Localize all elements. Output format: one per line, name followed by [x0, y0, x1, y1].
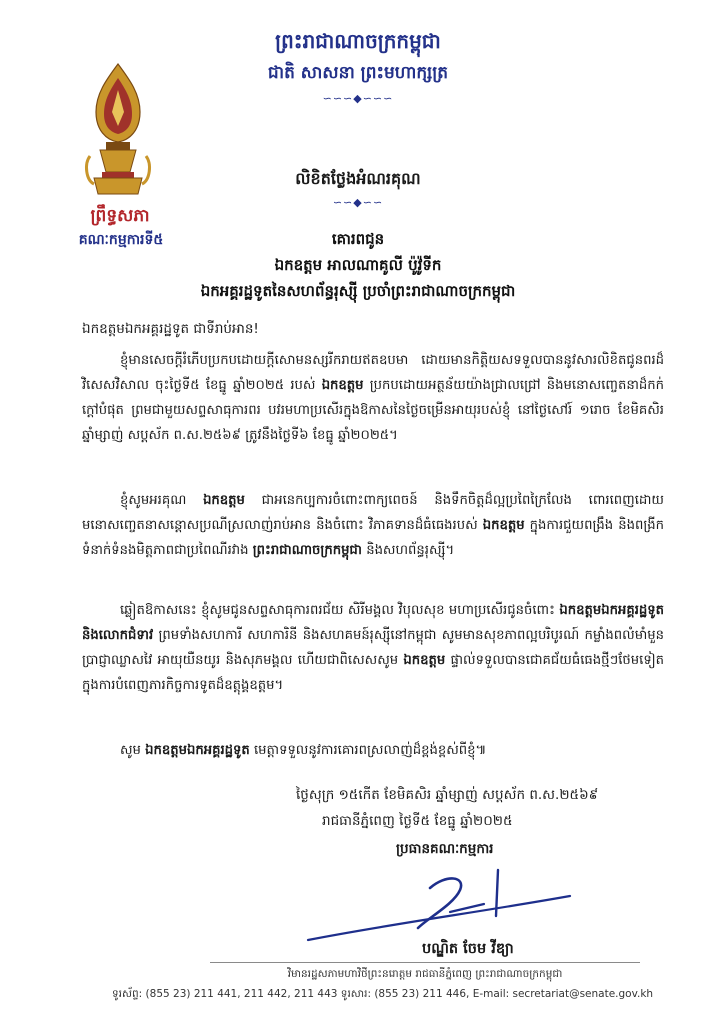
p2-honorific-2: ឯកឧត្តម	[482, 518, 525, 533]
p2-honorific-1: ឯកឧត្តម	[203, 493, 245, 508]
p3-text-e: ផ្ទាល់ទទួលបានជោគជ័យធំធេងថ្មីៗថែមទៀត ក្នុងការបំពេញភារកិច្ចការទូតដ៏ឧត្តុង្គឧត្តម។	[82, 653, 664, 693]
kingdom-heading: ព្រះរាជាណាចក្រកម្ពុជា	[275, 29, 441, 53]
place-date: រាជធានីភ្នំពេញ ថ្ងៃទី៥ ខែធ្នូ ឆ្នាំ២០២៥	[322, 813, 513, 829]
addressee-salutation: គោរពជូន	[331, 230, 385, 248]
phone-label: ទូរស័ព្ទ:	[112, 988, 143, 1000]
p2-text-c: ជាអនេកប្បការចំពោះពាក្យពេចន៍ និងទឹកចិត្តដ៏ល្អប្រពៃក្រៃលែង ពោរពេញដោយមនោសញ្ចេតនាសន្តោសប្រណីស្រលាញ់រាប់អាន និងចំពោះ វិភាគទានដ៏ធំធេងរបស់	[82, 493, 664, 533]
addressee-title: ឯកអគ្គរដ្ឋទូតនៃសហព័ន្ធរុស្ស៊ី ប្រចាំព្រះរាជាណាចក្រកម្ពុជា	[200, 282, 516, 300]
p4-text-c: មេត្តាទទួលនូវការគោរពស្រលាញ់ដ៏ខ្ពង់ខ្ពស់ពីខ្ញុំ៕	[249, 743, 487, 758]
p1-text-a: ខ្ញុំមានសេចក្តីរំភើបប្រកបដោយក្តីសោមនស្សរីករាយឥតឧបមា ដោយមានកិត្តិយសទទួលបាននូវសារលិខិតជូនពរដ៏វិសេសវិសាល ចុះថ្ងៃទី៥ ខែធ្នូ ឆ្នាំ២០២៥ របស់	[82, 353, 664, 393]
signer-name: បណ្ឌិត ចែម វីឌ្យា	[422, 941, 514, 957]
p3-honorific: ឯកឧត្តម	[403, 653, 446, 668]
p1-text-c: ប្រកបដោយអត្ថន័យយ៉ាងជ្រាលជ្រៅ និងមនោសញ្ចេតនាដ៏កក់ក្តៅបំផុត ព្រមជាមួយសព្ទសាធុការពរ បវរមហាប្រសើរក្នុងឱកាសនៃថ្ងៃចម្រើនអាយុរបស់ខ្ញុំ នៅថ្ងៃសៅរ៍ ១រោច ខែមិគសិរ ឆ្នាំម្សាញ់ សប្តស័ក ព.ស.២៥៦៩ ត្រូវនឹងថ្ងៃទី៦ ខែធ្នូ ឆ្នាំ២០២៥។	[82, 378, 664, 443]
footer-divider	[210, 962, 640, 963]
footer-contacts	[112, 988, 712, 1003]
paragraph-2	[82, 488, 664, 563]
p2-text-g: និងសហព័ន្ធរុស្ស៊ី។	[362, 543, 455, 558]
commission-name: គណៈកម្មការទី៥	[78, 232, 164, 248]
p3-text-a: ឆ្លៀតឱកាសនេះ ខ្ញុំសូមជូនសព្ទសាធុការពរជ័យ សិរីមង្គល វិបុលសុខ មហាប្រសើរជូនចំពោះ	[120, 603, 560, 618]
phone-numbers: (855 23) 211 441, 211 442, 211 443	[145, 988, 338, 1000]
p3-ambassador: ឯកឧត្តមឯកអគ្គរដ្ឋទូត និងលោកជំទាវ	[82, 603, 664, 643]
organization-name: ព្រឹទ្ធសភា	[90, 206, 150, 226]
greeting: ឯកឧត្តមឯកអគ្គរដ្ឋទូត ជាទីរាប់អាន!	[82, 321, 259, 337]
title-ornament: ∽∽◆∽∽	[332, 196, 384, 209]
fax-number: (855 23) 211 446,	[374, 988, 470, 1000]
p3-text-c: ព្រមទាំងសហការី សហការិនី និងសហគមន៍រុស្ស៊ីនៅកម្ពុជា សូមមានសុខភាពល្អបរិបូរណ៍ កម្លាំងពលំមាំមួន ប្រាជ្ញាឈ្លាសវៃ អាយុយឺនយូរ និងសុភមង្គល ហើយជាពិសេសសូម	[82, 628, 664, 668]
p4-text-a: សូម	[120, 743, 146, 758]
paragraph-1	[82, 348, 664, 448]
footer-address: វិមានរដ្ឋសភាមហាវិថីព្រះនរោត្តម រាជធានីភ្នំពេញ ព្រះរាជាណាចក្រកម្ពុជា	[287, 968, 563, 980]
p4-ambassador: ឯកឧត្តមឯកអគ្គរដ្ឋទូត	[145, 743, 250, 758]
signer-title: ប្រធានគណៈកម្មការ	[396, 841, 494, 857]
p1-honorific: ឯកឧត្តម	[321, 378, 364, 393]
p2-text-a: ខ្ញុំសូមអរគុណ	[120, 493, 204, 508]
p2-text-e: ក្នុងការជួយពង្រឹង និងពង្រីកទំនាក់ទំនងមិត្តភាពជាប្រពៃណីរវាង	[82, 518, 664, 558]
email-address: E-mail: secretariat@senate.gov.kh	[472, 988, 654, 1000]
document-title: លិខិតថ្លែងអំណរគុណ	[295, 169, 421, 188]
handwritten-signature	[300, 866, 590, 946]
motto-ornament: ∽∽∽◆∽∽∽	[322, 92, 394, 105]
national-motto: ជាតិ សាសនា ព្រះមហាក្សត្រ	[267, 63, 449, 83]
lunar-date: ថ្ងៃសុក្រ ១៥កើត ខែមិគសិរ ឆ្នាំម្សាញ់ សប្តស័ក ព.ស.២៥៦៩	[296, 787, 599, 803]
paragraph-4	[82, 738, 664, 763]
addressee-name: ឯកឧត្តម អាលណាគូលី ប៉ូវ៉ូទីក	[274, 256, 442, 274]
fax-label: ទូរសារ:	[340, 988, 371, 1000]
paragraph-3	[82, 598, 664, 698]
p2-kingdom: ព្រះរាជាណាចក្រកម្ពុជា	[252, 543, 362, 558]
